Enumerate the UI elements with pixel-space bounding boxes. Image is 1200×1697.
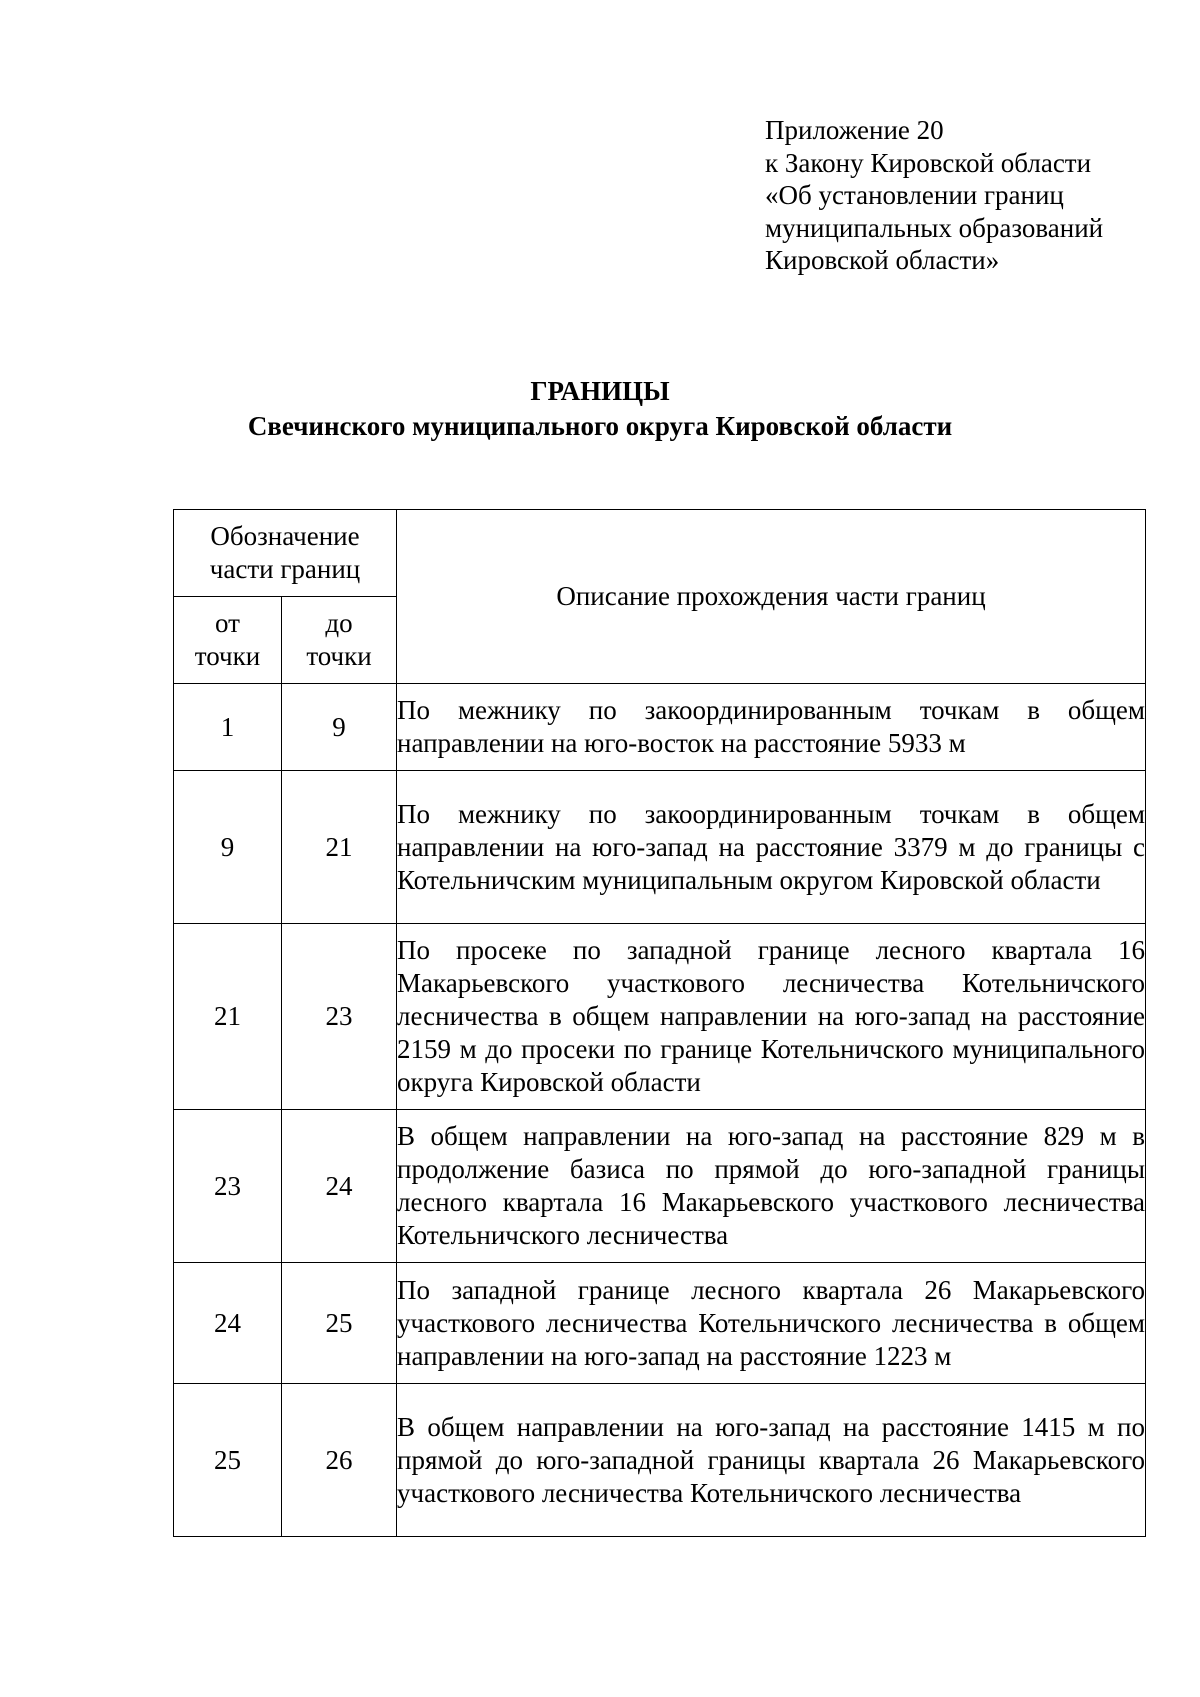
to-point-cell: 26: [282, 1384, 397, 1537]
table-row: [174, 1263, 1146, 1384]
table-row: [174, 771, 1146, 924]
from-point-cell: 23: [174, 1110, 282, 1263]
description-cell: По западной границе лесного квартала 26 Макарьевского участкового лесничества Котельничского лесничества в общем направлении на юго-запад на расстояние 1223 м: [397, 1263, 1146, 1384]
header-designation-line: части границ: [209, 554, 361, 584]
header-designation: [174, 510, 397, 597]
to-point-cell: 25: [282, 1263, 397, 1384]
description-cell: В общем направлении на юго-запад на расстояние 1415 м по прямой до юго-западной границы квартала 26 Макарьевского участкового лесничества Котельничского лесничества: [397, 1384, 1146, 1537]
table-row: [174, 684, 1146, 771]
header-to-point: [282, 597, 397, 684]
from-point-cell: 9: [174, 771, 282, 924]
to-point-cell: 24: [282, 1110, 397, 1263]
table-header-row: [174, 510, 1146, 597]
header-to-line: до: [325, 608, 353, 638]
table-row: [174, 1110, 1146, 1263]
to-point-cell: 9: [282, 684, 397, 771]
from-point-cell: 21: [174, 924, 282, 1110]
description-cell: По просеке по западной границе лесного квартала 16 Макарьевского участкового лесничества Котельничского лесничества в общем направлении на юго-запад на расстояние 2159 м до просеки по границе Котельничского муниципального округа Кировской области: [397, 924, 1146, 1110]
table-row: [174, 1384, 1146, 1537]
appendix-line: муниципальных образований: [765, 212, 1104, 243]
description-cell: По межнику по закоординированным точкам в общем направлении на юго-восток на расстояние 5933 м: [397, 684, 1146, 771]
appendix-line: к Закону Кировской области: [765, 147, 1092, 178]
from-point-cell: 24: [174, 1263, 282, 1384]
header-from-point: [174, 597, 282, 684]
description-cell: По межнику по закоординированным точкам в общем направлении на юго-запад на расстояние 3379 м до границы с Котельничским муниципальным округом Кировской области: [397, 771, 1146, 924]
description-cell: В общем направлении на юго-запад на расстояние 829 м в продолжение базиса по прямой до юго-западной границы лесного квартала 16 Макарьевского участкового лесничества Котельничского лесничества: [397, 1110, 1146, 1263]
from-point-cell: 1: [174, 684, 282, 771]
from-point-cell: 25: [174, 1384, 282, 1537]
header-designation-line: Обозначение: [210, 521, 360, 551]
appendix-line: «Об установлении границ: [765, 180, 1064, 210]
table-row: [174, 924, 1146, 1110]
header-from-line: от: [215, 608, 240, 638]
header-description: Описание прохождения части границ: [397, 510, 1146, 684]
appendix-note: [765, 114, 1185, 277]
to-point-cell: 21: [282, 771, 397, 924]
appendix-line: Приложение 20: [765, 115, 944, 145]
header-from-line: точки: [194, 641, 261, 671]
document-subtitle: Свечинского муниципального округа Кировской области: [247, 411, 953, 441]
document-title: ГРАНИЦЫ: [530, 376, 670, 406]
to-point-cell: 23: [282, 924, 397, 1110]
header-to-line: точки: [306, 641, 372, 671]
boundaries-table: [173, 509, 1146, 1537]
appendix-line: Кировской области»: [765, 245, 1000, 275]
